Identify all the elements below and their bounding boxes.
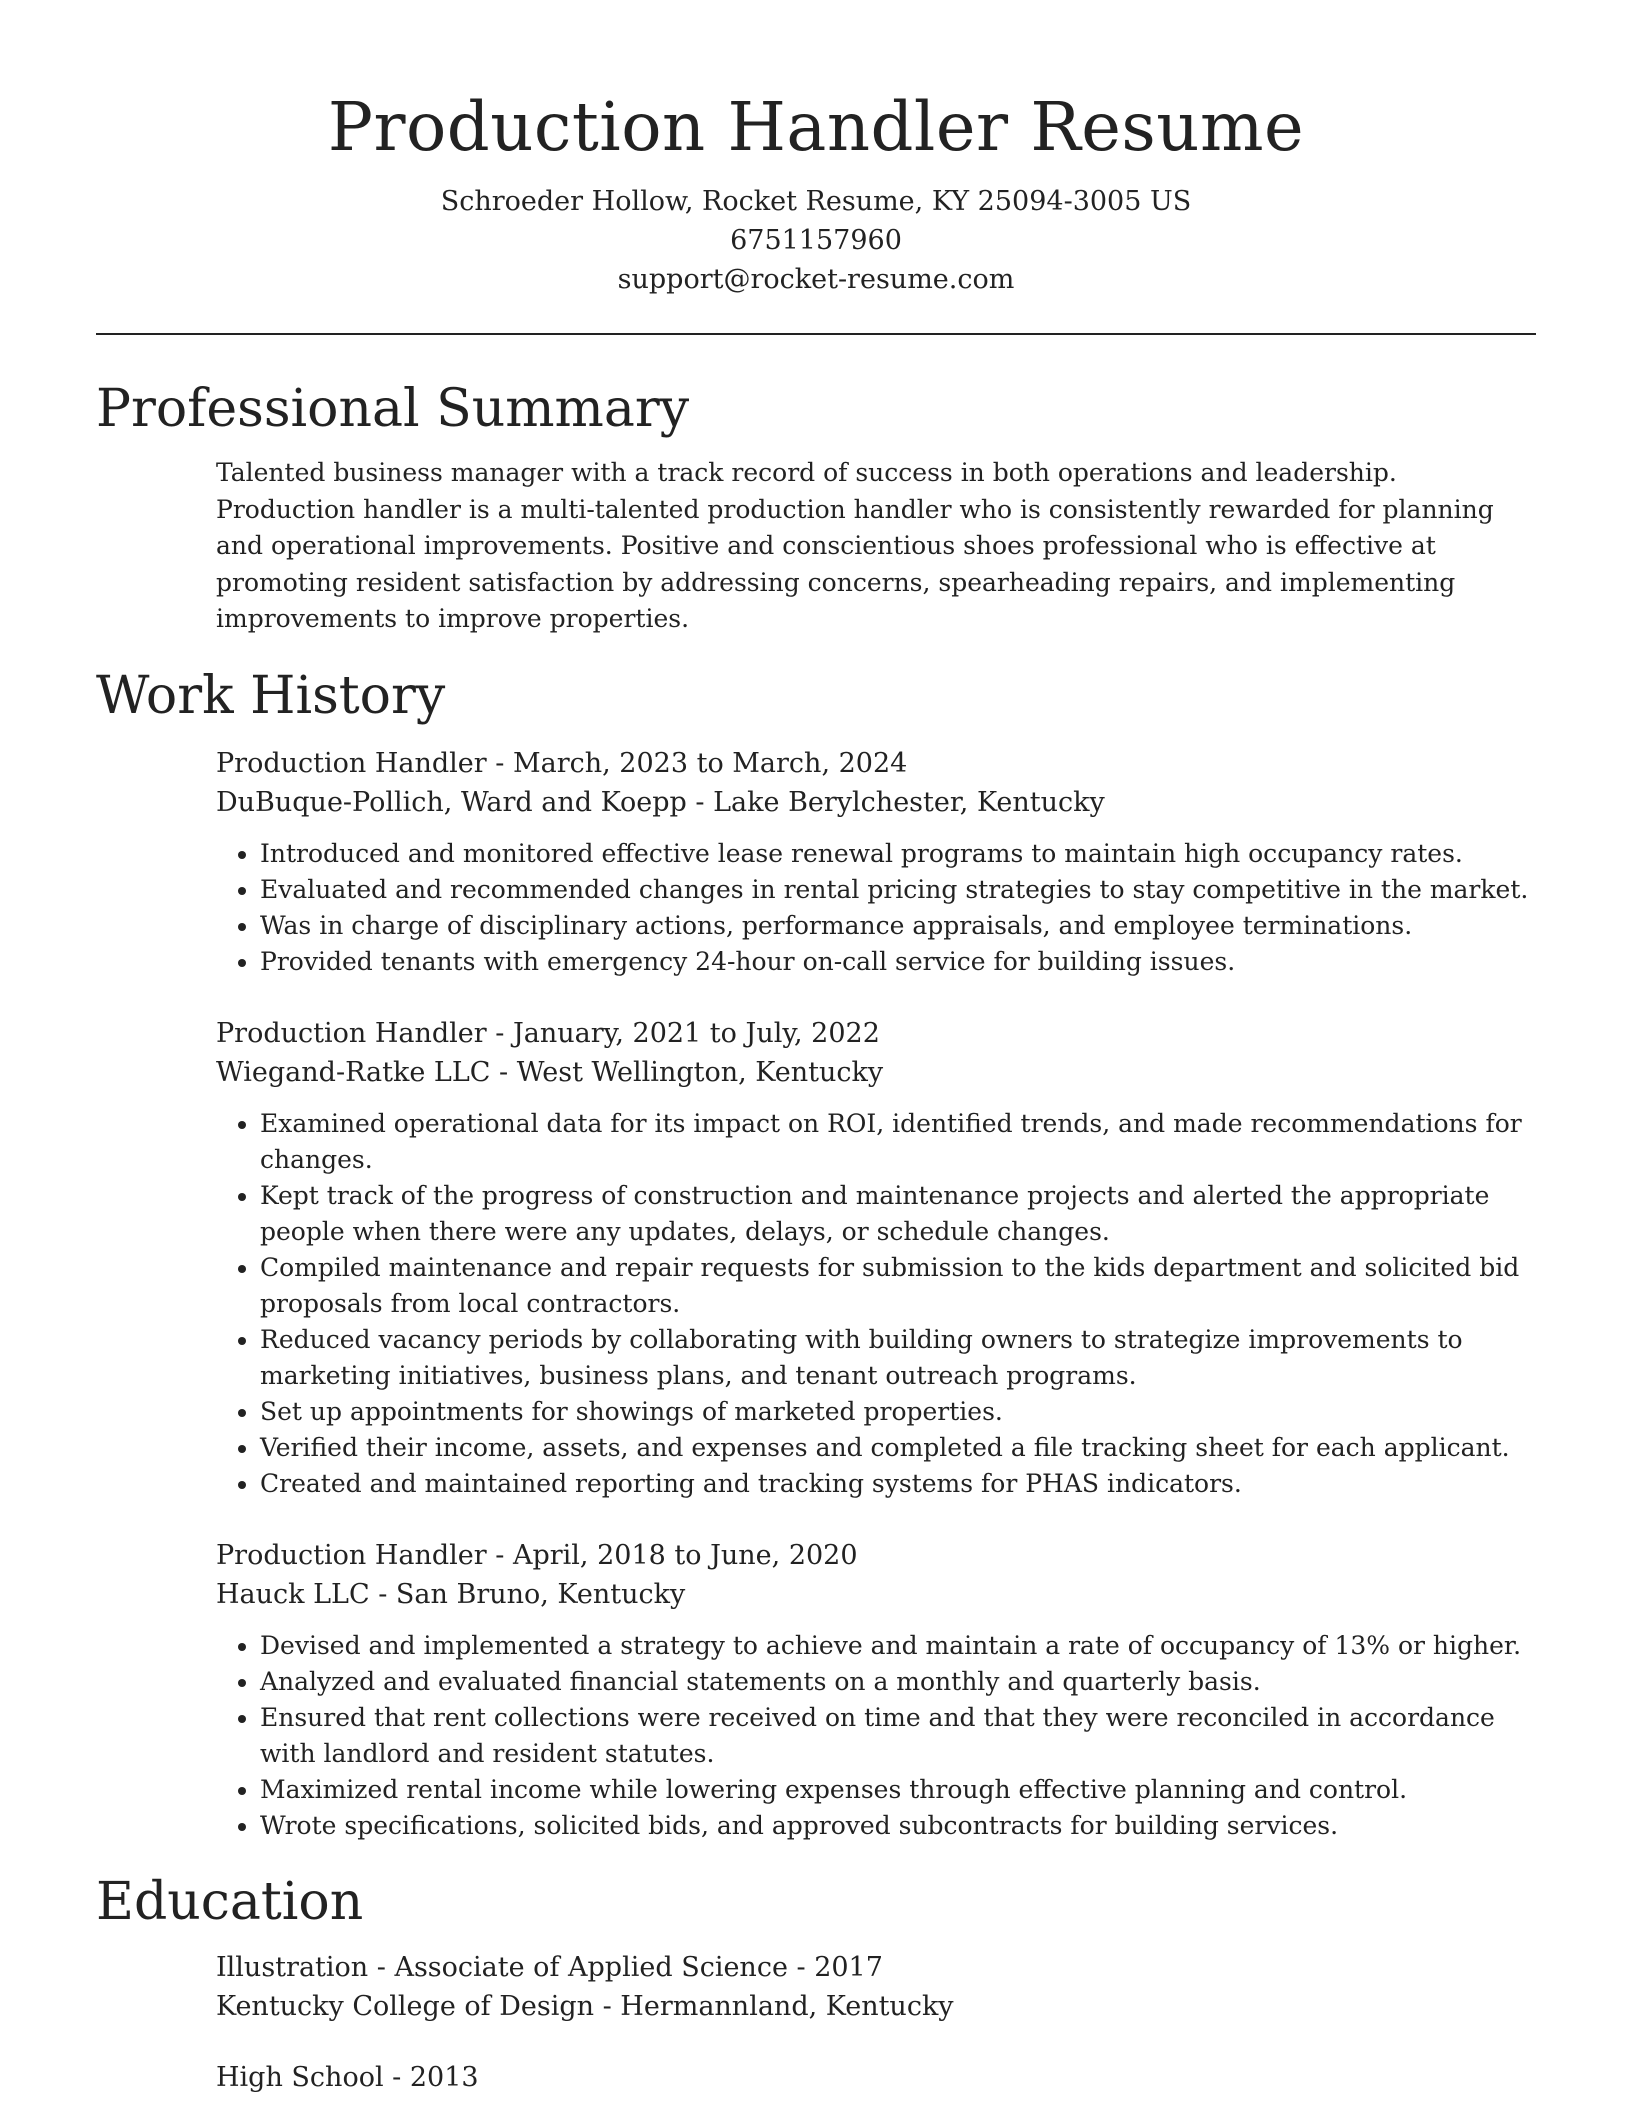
job-location: - San Bruno, Kentucky: [369, 1578, 686, 1610]
job-company: Wiegand-Ratke LLC: [216, 1056, 491, 1088]
contact-email: support@rocket-resume.com: [617, 264, 1015, 295]
job-bullet: • Compiled maintenance and repair requests for submission to the kids department and solicited bid proposals from local contractors.: [260, 1250, 1536, 1322]
job-dates: - April, 2018 to June, 2020: [486, 1539, 858, 1571]
education-heading: Education: [96, 1871, 364, 1932]
job-bullet: • Was in charge of disciplinary actions, performance appraisals, and employee terminations.: [260, 908, 1536, 944]
job-company: Hauck LLC: [216, 1578, 370, 1610]
job-bullet: • Set up appointments for showings of marketed properties.: [260, 1394, 1536, 1430]
job-bullets: [216, 1628, 1536, 1844]
education-section: [96, 1948, 1536, 2097]
job-company-line: [216, 783, 1536, 822]
contact-address: Schroeder Hollow, Rocket Resume, KY 25094-3005 US: [440, 186, 1192, 217]
job-company-line: [216, 1053, 1536, 1092]
education-school: Kentucky College of Design - Hermannland, Kentucky: [216, 1990, 954, 2022]
job-entry: [216, 1536, 1536, 1844]
job-title-line: [216, 744, 1536, 783]
job-bullets: [216, 1106, 1536, 1502]
job-bullet: • Wrote specifications, solicited bids, and approved subcontracts for building services.: [260, 1808, 1536, 1844]
job-company: DuBuque-Pollich, Ward and Koepp: [216, 786, 687, 818]
job-bullet: • Analyzed and evaluated financial statements on a monthly and quarterly basis.: [260, 1664, 1536, 1700]
job-bullet: • Kept track of the progress of construction and maintenance projects and alerted the appropriate people when there were any updates, delays, or schedule changes.: [260, 1178, 1536, 1250]
work-history-heading: Work History: [96, 665, 446, 726]
job-bullet: • Evaluated and recommended changes in rental pricing strategies to stay competitive in the market.: [260, 872, 1536, 908]
job-title: Production Handler: [216, 747, 487, 779]
education-entry: [216, 1948, 1536, 2026]
job-bullets: [216, 836, 1536, 980]
job-bullet: • Verified their income, assets, and expenses and completed a file tracking sheet for each applicant.: [260, 1430, 1536, 1466]
job-bullet: • Devised and implemented a strategy to achieve and maintain a rate of occupancy of 13% or higher.: [260, 1628, 1536, 1664]
summary-text: Talented business manager with a track record of success in both operations and leadership. Production handler is a multi-talented production handler who is consistently rewarded for planning and operational improvements. Positive and conscientious shoes professional who is effective at promoting resident satisfaction by addressing concerns, spearheading repairs, and implementing improvements to improve properties.: [216, 458, 1494, 633]
job-location: - West Wellington, Kentucky: [490, 1056, 884, 1088]
job-bullet: • Maximized rental income while lowering expenses through effective planning and control.: [260, 1772, 1536, 1808]
summary-heading: Professional Summary: [96, 379, 690, 439]
job-title: Production Handler: [216, 1539, 487, 1571]
education-degree: Illustration - Associate of Applied Science - 2017: [216, 1951, 883, 1983]
job-bullet: • Created and maintained reporting and tracking systems for PHAS indicators.: [260, 1466, 1536, 1502]
job-company-line: [216, 1575, 1536, 1614]
job-dates: - January, 2021 to July, 2022: [486, 1017, 880, 1049]
job-bullet: • Provided tenants with emergency 24-hour on-call service for building issues.: [260, 944, 1536, 980]
header-divider: [96, 333, 1536, 335]
job-bullet: • Examined operational data for its impact on ROI, identified trends, and made recommendations for changes.: [260, 1106, 1536, 1178]
job-bullet: • Introduced and monitored effective lease renewal programs to maintain high occupancy rates.: [260, 836, 1536, 872]
job-entry: [216, 744, 1536, 980]
job-title: Production Handler: [216, 1017, 487, 1049]
job-entry: [216, 1014, 1536, 1502]
job-title-line: [216, 1014, 1536, 1053]
job-bullet: • Ensured that rent collections were received on time and that they were reconciled in accordance with landlord and resident statutes.: [260, 1700, 1536, 1772]
education-degree: High School - 2013: [216, 2061, 479, 2093]
job-dates: - March, 2023 to March, 2024: [486, 747, 908, 779]
job-bullet: • Reduced vacancy periods by collaborating with building owners to strategize improvements to marketing initiatives, business plans, and tenant outreach programs.: [260, 1322, 1536, 1394]
job-location: - Lake Berylchester, Kentucky: [686, 786, 1105, 818]
resume-title: Production Handler Resume: [327, 88, 1305, 166]
contact-phone: 6751157960: [730, 225, 902, 256]
education-entry: [216, 2058, 1536, 2097]
summary-section: [96, 455, 1536, 638]
work-history-section: [96, 744, 1536, 1844]
contact-info: [96, 182, 1536, 299]
job-title-line: [216, 1536, 1536, 1575]
